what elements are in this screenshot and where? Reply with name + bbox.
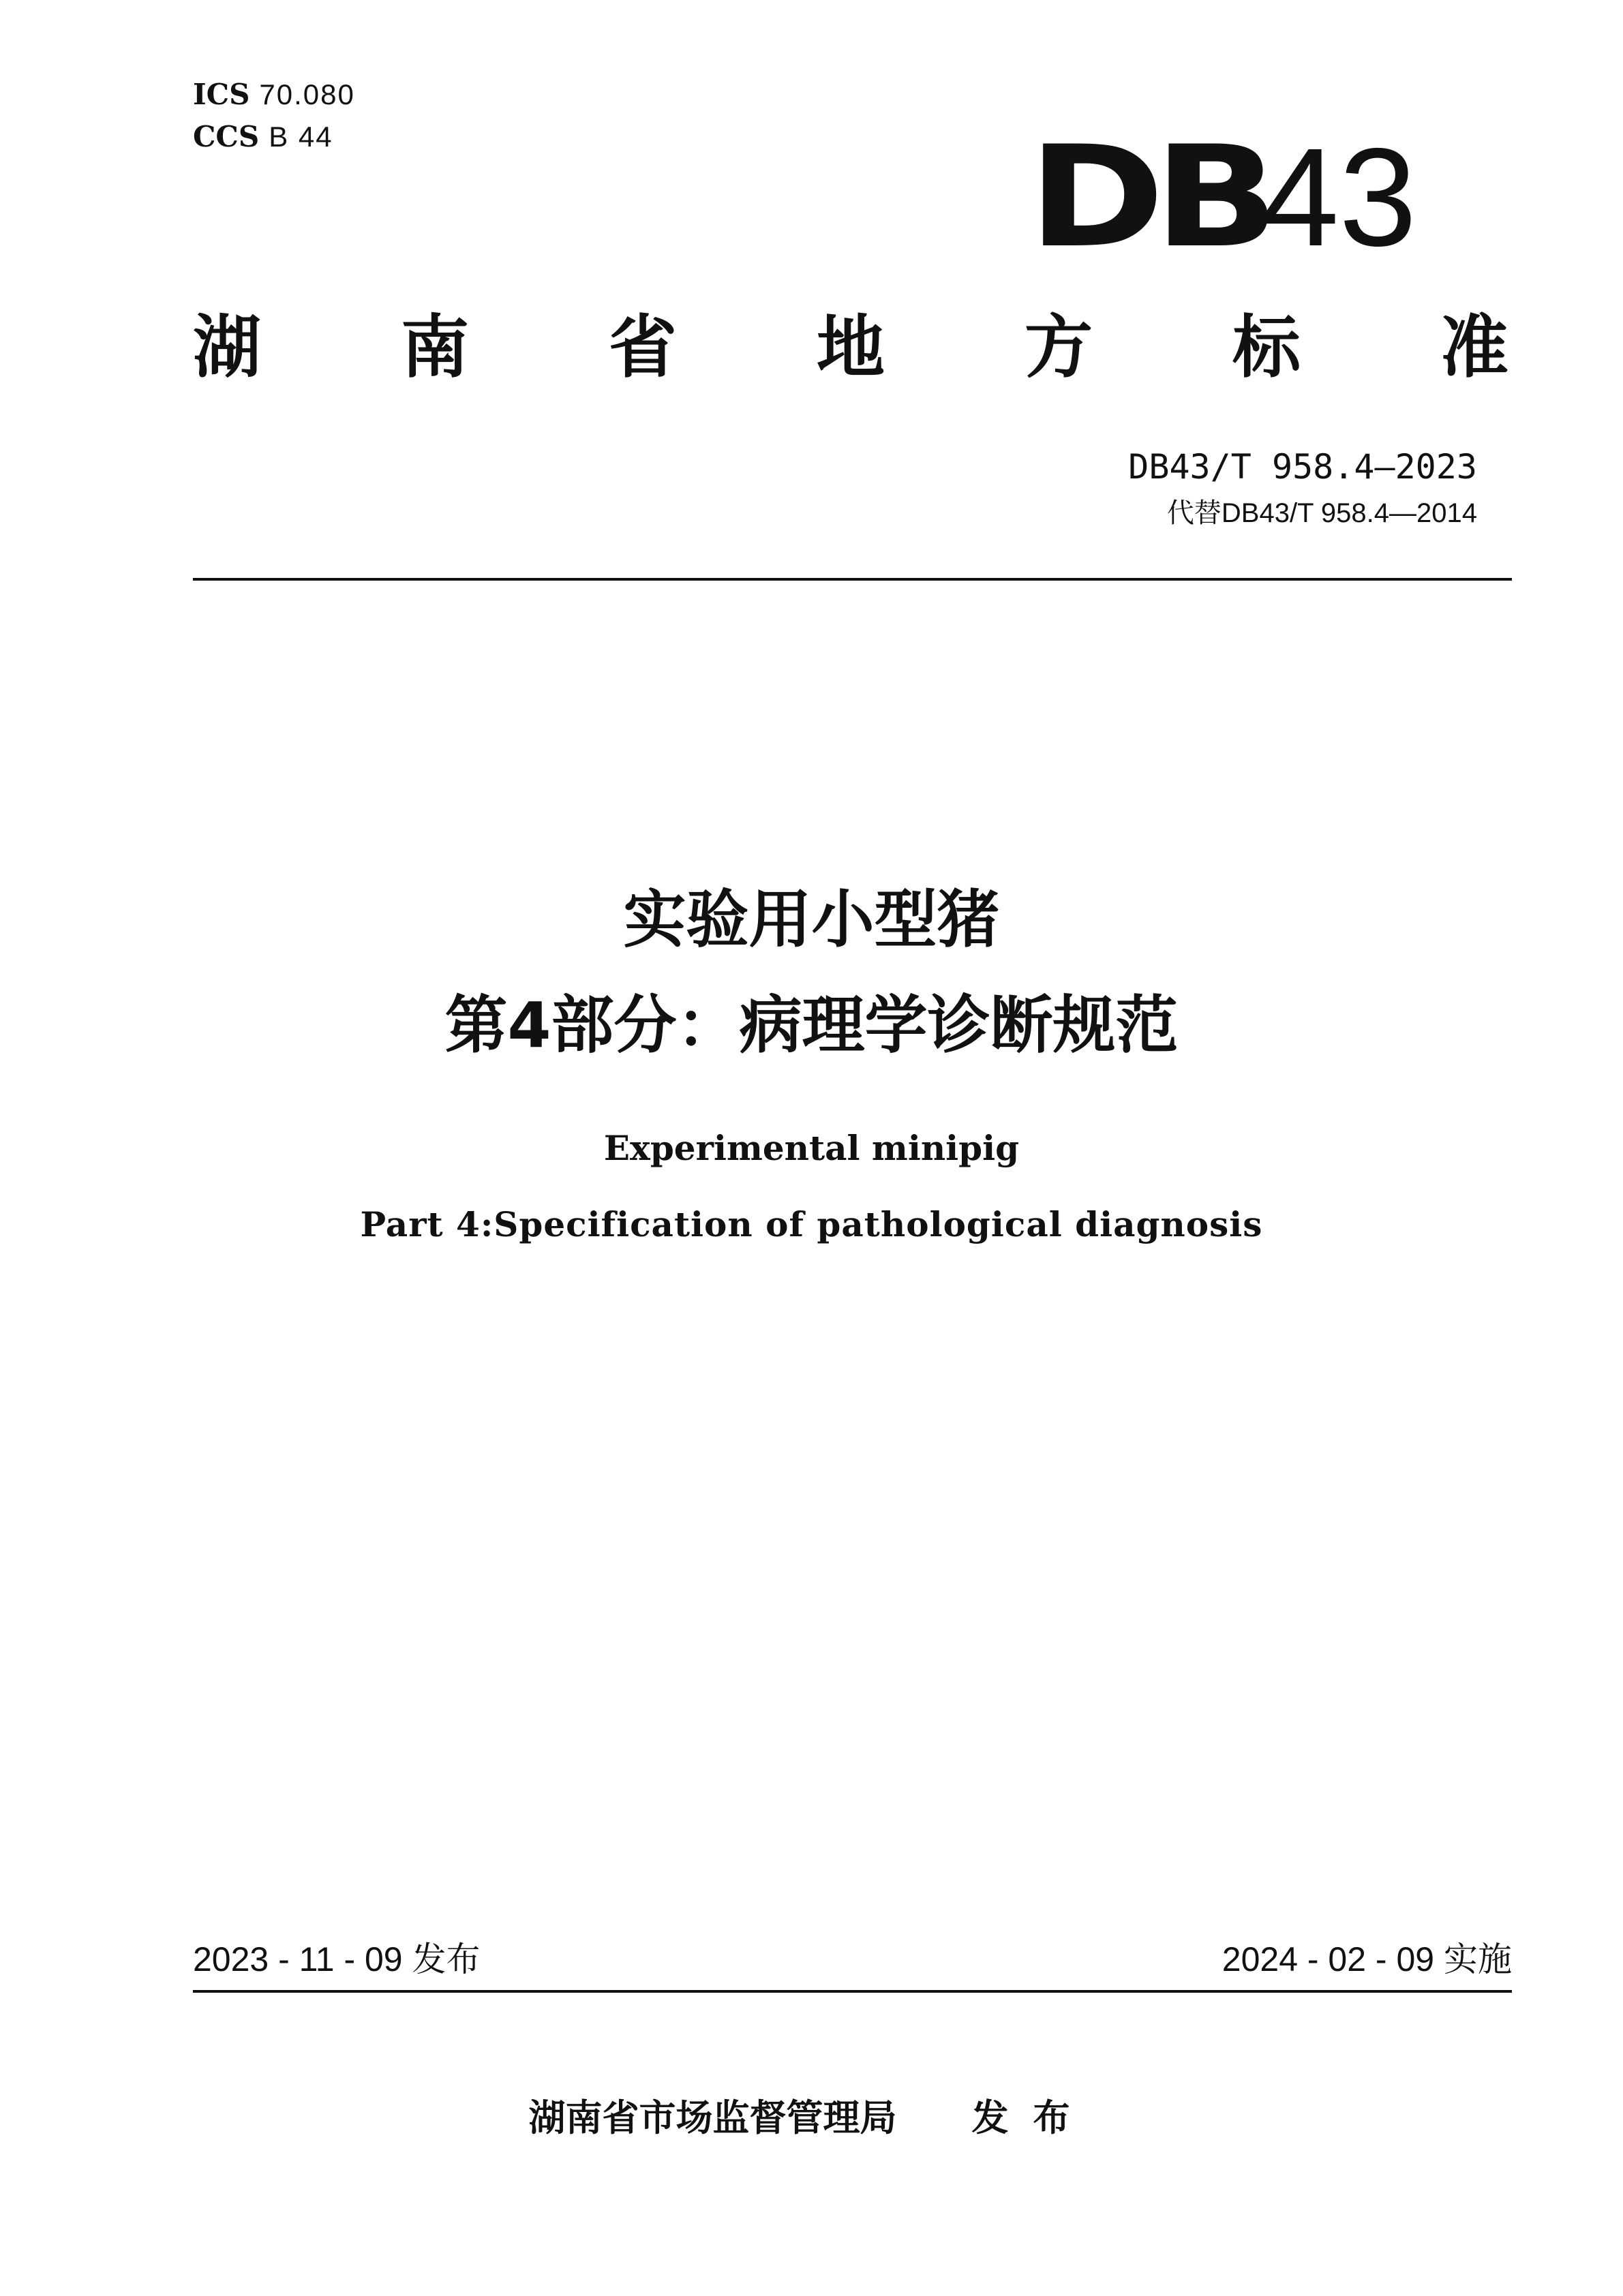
standard-type-char: 标	[1232, 307, 1301, 387]
ics-code	[193, 74, 355, 116]
ccs-code	[193, 116, 355, 158]
ccs-label: CCS	[193, 120, 260, 153]
replaced-standard: 代替DB43/T 958.4—2014	[1166, 498, 1477, 528]
logo-number: 43	[1261, 119, 1417, 275]
title-cn-line1: 实验用小型猪	[623, 883, 1000, 956]
issue-date: 2023 - 11 - 09 发布	[193, 1940, 481, 1978]
logo-letters: DB	[1028, 117, 1269, 279]
standard-type-char: 省	[609, 307, 677, 387]
implementation-date: 2024 - 02 - 09 实施	[1222, 1940, 1512, 1978]
classification-codes	[193, 74, 355, 158]
title-cn-line2: 第4部分：病理学诊断规范	[444, 989, 1179, 1062]
bottom-divider	[193, 1990, 1512, 1993]
standard-type-char: 南	[401, 307, 469, 387]
issuer-action: 发布	[971, 2096, 1095, 2139]
ics-label: ICS	[193, 78, 250, 111]
standard-type-char: 准	[1440, 307, 1508, 387]
top-divider	[193, 578, 1512, 581]
standard-type-char: 方	[1025, 307, 1093, 387]
standard-type-char: 地	[817, 307, 885, 387]
db43-logo	[1028, 117, 1417, 279]
issuer-name: 湖南省市场监督管理局	[528, 2096, 897, 2139]
standard-type-char: 湖	[193, 307, 261, 387]
title-en-line2: Part 4:Specification of pathological diagnosis	[360, 1204, 1263, 1244]
issuing-authority	[0, 2091, 1623, 2145]
ccs-value: B 44	[269, 121, 333, 153]
ics-value: 70.080	[259, 78, 355, 110]
title-en-line1: Experimental minipig	[603, 1128, 1020, 1168]
standard-number: DB43/T 958.4—2023	[1128, 447, 1477, 487]
standard-type-heading	[193, 303, 1508, 392]
